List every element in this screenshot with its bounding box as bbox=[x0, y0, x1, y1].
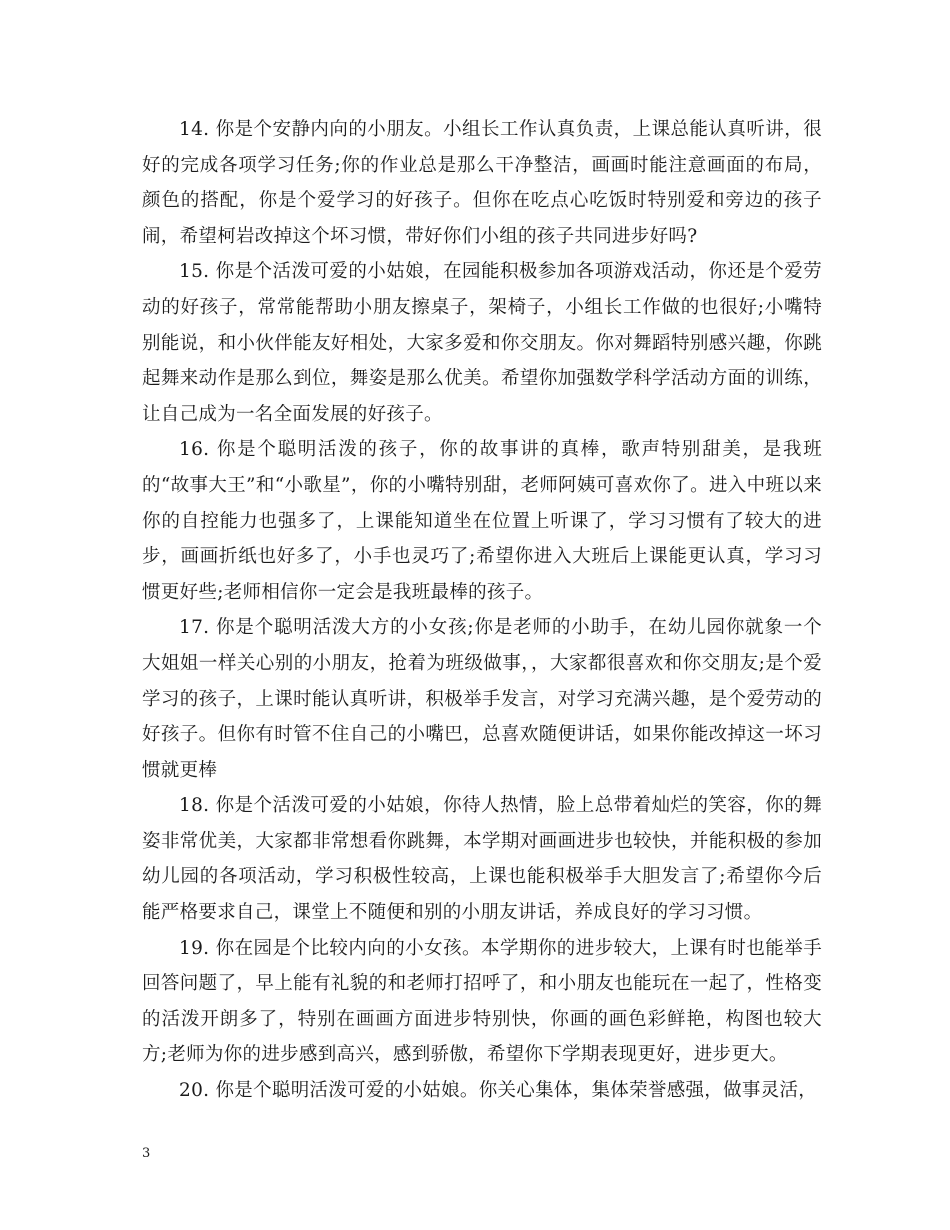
document-body bbox=[142, 112, 822, 1109]
paragraph-16: 16. 你是个聪明活泼的孩子，你的故事讲的真棒，歌声特别甜美，是我班的“故事大王”和“小歌星”，你的小嘴特别甜，老师阿姨可喜欢你了。进入中班以来你的自控能力也强多了，上课能知道坐在位置上听课了，学习习惯有了较大的进步，画画折纸也好多了，小手也灵巧了;希望你进入大班后上课能更认真，学习习惯更好些;老师相信你一定会是我班最棒的孩子。 bbox=[142, 439, 822, 603]
paragraph-18: 18. 你是个活泼可爱的小姑娘，你待人热情，脸上总带着灿烂的笑容，你的舞姿非常优美，大家都非常想看你跳舞，本学期对画画进步也较快，并能积极的参加幼儿园的各项活动，学习积极性较高，上课也能积极举手大胆发言了;希望你今后能严格要求自己，课堂上不随便和别的小朋友讲话，养成良好的学习习惯。 bbox=[142, 795, 822, 924]
paragraph-17: 17. 你是个聪明活泼大方的小女孩;你是老师的小助手，在幼儿园你就象一个大姐姐一样关心别的小朋友，抢着为班级做事，，大家都很喜欢和你交朋友;是个爱学习的孩子，上课时能认真听讲，积极举手发言，对学习充满兴趣，是个爱劳动的好孩子。但你有时管不住自己的小嘴巴，总喜欢随便讲话，如果你能改掉这一坏习惯就更棒 bbox=[142, 617, 822, 781]
paragraph-19: 19. 你在园是个比较内向的小女孩。本学期你的进步较大，上课有时也能举手回答问题了，早上能有礼貌的和老师打招呼了，和小朋友也能玩在一起了，性格变的活泼开朗多了，特别在画画方面进步特别快，你画的画色彩鲜艳，构图也较大方;老师为你的进步感到高兴，感到骄傲，希望你下学期表现更好，进步更大。 bbox=[142, 937, 822, 1066]
paragraph-14: 14. 你是个安静内向的小朋友。小组长工作认真负责，上课总能认真听讲，很好的完成各项学习任务;你的作业总是那么干净整洁，画画时能注意画面的布局，颜色的搭配，你是个爱学习的好孩子。但你在吃点心吃饭时特别爱和旁边的孩子闹，希望柯岩改掉这个坏习惯，带好你们小组的孩子共同进步好吗? bbox=[142, 119, 822, 247]
paragraph-20: 20. 你是个聪明活泼可爱的小姑娘。你关心集体，集体荣誉感强，做事灵活， bbox=[179, 1080, 818, 1102]
page-number: 3 bbox=[142, 1146, 151, 1161]
paragraph-15: 15. 你是个活泼可爱的小姑娘，在园能积极参加各项游戏活动，你还是个爱劳动的好孩子，常常能帮助小朋友擦桌子，架椅子，小组长工作做的也很好;小嘴特别能说，和小伙伴能友好相处，大家多爱和你交朋友。你对舞蹈特别感兴趣，你跳起舞来动作是那么到位，舞姿是那么优美。希望你加强数学科学活动方面的训练，让自己成为一名全面发展的好孩子。 bbox=[142, 261, 822, 425]
